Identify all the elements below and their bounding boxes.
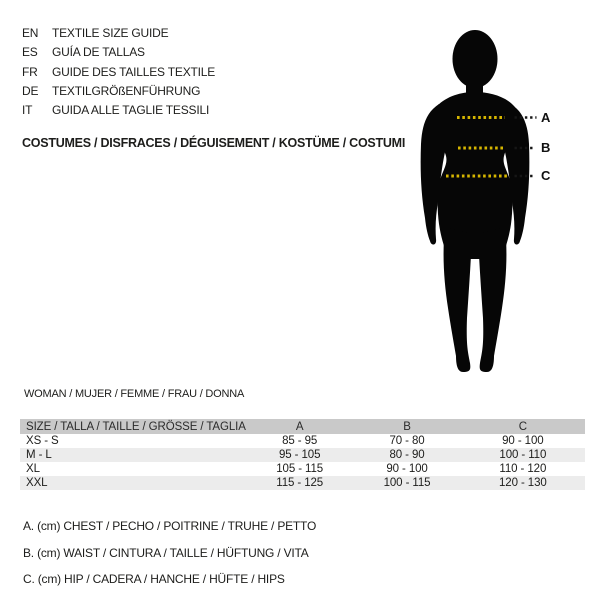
right-leg-shape bbox=[478, 227, 506, 372]
chest-range-cell: 115 - 125 bbox=[276, 477, 324, 489]
language-code: FR bbox=[22, 64, 38, 79]
note-hip: C. (cm) HIP / CADERA / HANCHE / HÜFTE / HIPS bbox=[23, 572, 285, 586]
size-cell: M - L bbox=[26, 449, 52, 461]
table-header-row bbox=[20, 419, 585, 434]
language-row bbox=[22, 82, 215, 101]
woman-silhouette bbox=[421, 30, 530, 372]
size-cell: XS - S bbox=[26, 435, 59, 447]
column-header-size: SIZE / TALLA / TAILLE / GRÖSSE / TAGLIA bbox=[20, 419, 246, 434]
hip-range-cell: 120 - 130 bbox=[498, 477, 547, 489]
column-header-b: B bbox=[353, 419, 460, 434]
table-row bbox=[20, 434, 585, 448]
table-row bbox=[20, 476, 585, 490]
language-row bbox=[22, 43, 215, 62]
waist-range-cell: 100 - 115 bbox=[383, 477, 431, 489]
note-chest: A. (cm) CHEST / PECHO / POITRINE / TRUHE / PETTO bbox=[23, 519, 317, 533]
woman-silhouette-figure bbox=[415, 22, 595, 387]
language-label: GUIDE DES TAILLES TEXTILE bbox=[52, 64, 216, 79]
language-code: EN bbox=[22, 26, 39, 40]
language-code: DE bbox=[22, 83, 39, 98]
measure-label-hip: C bbox=[541, 168, 551, 183]
hip-range-cell: 110 - 120 bbox=[499, 463, 547, 475]
language-code: ES bbox=[22, 45, 38, 60]
language-label: GUÍA DE TALLAS bbox=[52, 45, 145, 60]
measure-label-waist: B bbox=[541, 140, 551, 155]
size-cell: XXL bbox=[26, 477, 48, 489]
table-row bbox=[20, 462, 585, 476]
language-code: IT bbox=[22, 103, 33, 118]
chest-range-cell: 85 - 95 bbox=[282, 435, 318, 447]
language-list bbox=[22, 24, 215, 120]
left-leg-shape bbox=[444, 227, 472, 372]
hip-range-cell: 90 - 100 bbox=[502, 435, 544, 447]
size-cell: XL bbox=[26, 463, 40, 475]
measurement-legend bbox=[23, 513, 316, 593]
measurement-figure bbox=[415, 22, 595, 387]
waist-range-cell: 90 - 100 bbox=[386, 463, 428, 475]
measure-label-chest: A bbox=[541, 110, 551, 125]
table-row bbox=[20, 448, 585, 462]
language-row bbox=[22, 63, 215, 82]
chest-range-cell: 105 - 115 bbox=[276, 463, 324, 475]
language-label: TEXTILGRÖßENFÜHRUNG bbox=[52, 83, 201, 98]
hip-range-cell: 100 - 110 bbox=[499, 449, 547, 461]
note-waist: B. (cm) WAIST / CINTURA / TAILLE / HÜFTUNG / VITA bbox=[23, 545, 309, 560]
column-header-c: C bbox=[461, 419, 585, 434]
language-row bbox=[22, 24, 215, 43]
language-label: TEXTILE SIZE GUIDE bbox=[52, 26, 169, 40]
column-header-a: A bbox=[246, 419, 353, 434]
chest-range-cell: 95 - 105 bbox=[278, 449, 321, 461]
language-row bbox=[22, 101, 215, 120]
language-label: GUIDA ALLE TAGLIE TESSILI bbox=[52, 103, 210, 118]
category-title: COSTUMES / DISFRACES / DÉGUISEMENT / KOSTÜME / COSTUMI bbox=[22, 136, 406, 150]
table-title: WOMAN / MUJER / FEMME / FRAU / DONNA bbox=[24, 388, 245, 400]
waist-range-cell: 80 - 90 bbox=[389, 449, 425, 461]
size-table bbox=[20, 419, 585, 490]
waist-range-cell: 70 - 80 bbox=[389, 435, 425, 447]
